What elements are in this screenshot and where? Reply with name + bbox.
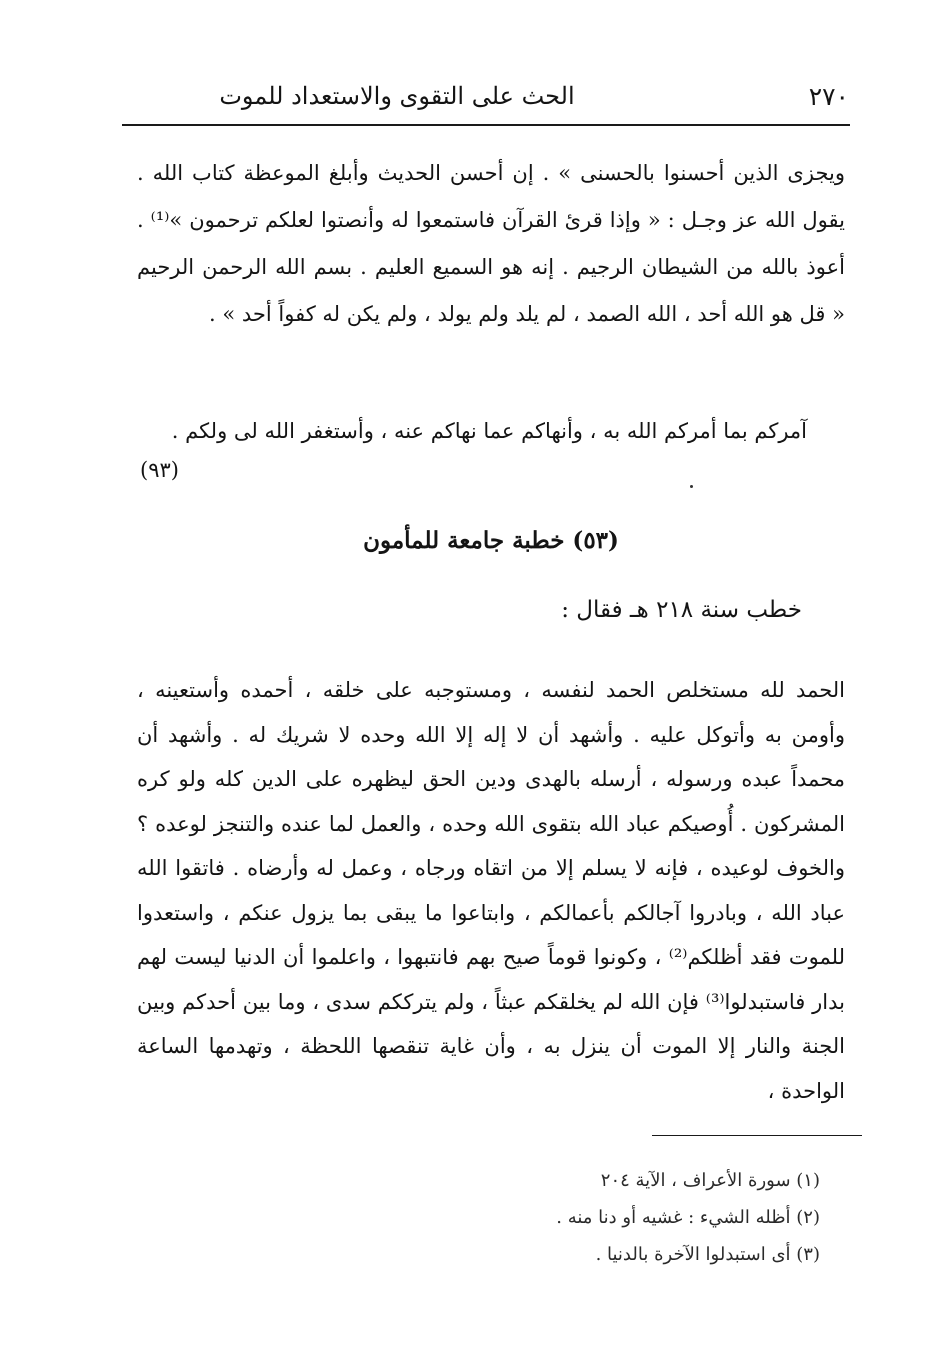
footnote-3: (٣) أى استبدلوا الآخرة بالدنيا .: [595, 1244, 820, 1265]
header-rule: [122, 124, 850, 126]
paragraph-quran-citation: ويجزى الذين أحسنوا بالحسنى » . إن أحسن الحديث وأبلغ الموعظة كتاب الله . يقول الله عز وجـل : « وإذا قرئ القرآن فاستمعوا له وأنصتوا لعلكم ترحمون »⁽¹⁾ . أعوذ بالله من الشيطان الرجيم . إنه هو السميع العليم . بسم الله الرحمن الرحيم « قل هو الله أحد ، الله الصمد ، لم يلد ولم يولد ، ولم يكن له كفواً أحد » .: [137, 161, 845, 326]
footnote-2: (٢) أظله الشيء : غشيه أو دنا منه .: [556, 1207, 820, 1228]
page-header: [125, 78, 849, 122]
section-title: (٥٣) خطبة جامعة للمأمون: [363, 527, 619, 554]
footnote-rule: [652, 1135, 862, 1136]
source-reference: (٩٣): [140, 458, 179, 482]
running-title: الحث على التقوى والاستعداد للموت: [219, 82, 575, 110]
page-number: ٢٧٠: [808, 82, 849, 111]
section-intro: خطب سنة ٢١٨ هـ فقال :: [561, 597, 802, 623]
paragraph-closing: آمركم بما أمركم الله به ، وأنهاكم عما نهاكم عنه ، وأستغفر الله لى ولكم .: [171, 419, 807, 443]
footnotes: [300, 1162, 820, 1273]
sermon-body: الحمد لله مستخلص الحمد لنفسه ، ومستوجبه على خلقه ، أحمده وأستعينه ، وأومن به وأتوكل عليه . وأشهد أن لا إله إلا الله وحده لا شريك له . وأشهد أن محمداً عبده ورسوله ، أرسله بالهدى ودين الحق ليظهره على الدين كله ولو كره المشركون . أُوصيكم عباد الله بتقوى الله وحده ، والعمل لما عنده والتنجز لوعده ؟ والخوف لوعيده ، فإنه لا يسلم إلا من اتقاه ورجاه ، وعمل له وأرضاه . فاتقوا الله عباد الله ، وبادروا آجالكم بأعمالكم ، وابتاعوا ما يبقى بما يزول عنكم ، واستعدوا للموت فقد أظلكم⁽²⁾ ، وكونوا قوماً صيح بهم فانتبهوا ، واعلموا أن الدنيا ليست لهم بدار فاستبدلوا⁽³⁾ فإن الله لم يخلقكم عبثاً ، ولم يترككم سدى ، وما بين أحدكم وبين الجنة والنار إلا الموت أن ينزل به ، وأن غاية تنقصها اللحظة ، وتهدمها الساعة الواحدة ،: [137, 678, 846, 1103]
ink-dot: [690, 485, 693, 488]
footnote-1: (١) سورة الأعراف ، الآية ٢٠٤: [600, 1170, 820, 1191]
